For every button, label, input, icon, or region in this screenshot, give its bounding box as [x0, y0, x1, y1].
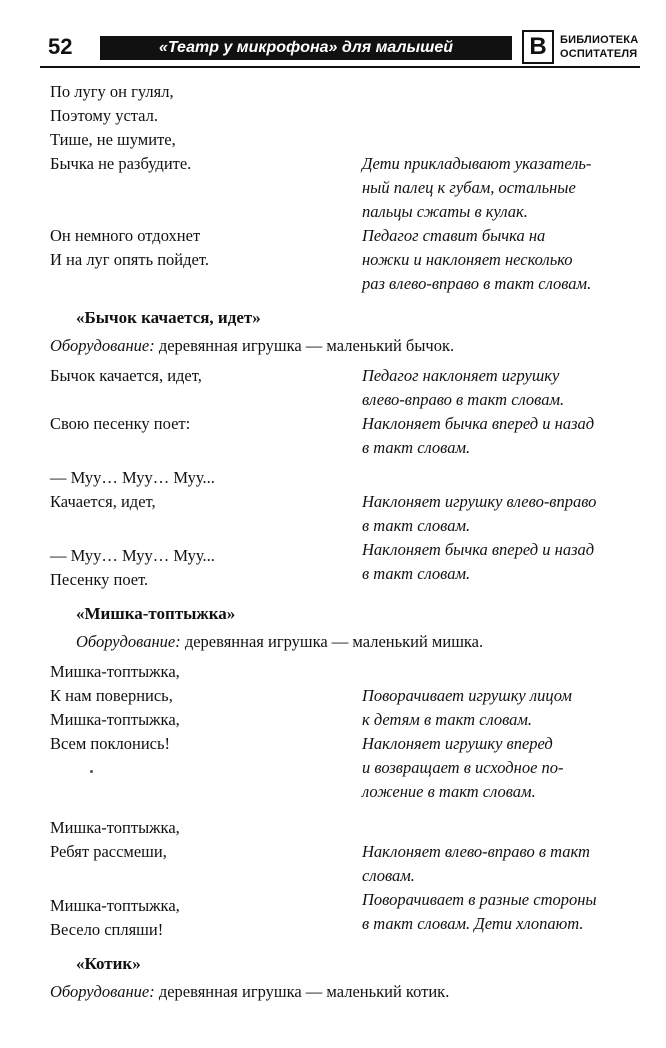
page-number: 52 — [48, 34, 73, 59]
logo-text — [560, 33, 638, 61]
verse-line: Весело спляши! — [50, 920, 164, 939]
equipment-label: Оборудование: — [50, 982, 155, 1001]
series-logo — [522, 30, 640, 64]
spacer — [362, 460, 640, 490]
speck — [90, 770, 93, 773]
verse-line: Поэтому устал. — [50, 106, 159, 125]
direction-line: Наклоняет бычка вперед и назад — [362, 414, 595, 433]
direction-line: ный палец к губам, остальные — [362, 178, 576, 197]
direction-line: к детям в такт словам. — [362, 710, 533, 729]
verse-line: Песенку поет. — [50, 570, 149, 589]
spacer — [50, 864, 362, 894]
logo-line-1: БИБЛИОТЕКА — [560, 34, 639, 46]
page-content — [50, 80, 640, 1010]
verse-line: Ребят рассмеши, — [50, 842, 167, 861]
equipment-text: деревянная игрушка — маленький котик. — [154, 982, 450, 1001]
verse-line: Бычок качается, идет, — [50, 366, 202, 385]
equipment-label: Оборудование: — [50, 336, 155, 355]
direction-line: в такт словам. Дети хлопают. — [362, 914, 584, 933]
direction-line: Наклоняет игрушку влево-вправо — [362, 492, 597, 511]
direction-line: пальцы сжаты в кулак. — [362, 202, 528, 221]
direction-line: Поворачивает в разные стороны — [362, 890, 597, 909]
spacer — [50, 436, 362, 466]
verse-line: Мишка-топтыжка, — [50, 896, 180, 915]
equipment-text: деревянная игрушка — маленький бычок. — [154, 336, 455, 355]
verse-row — [50, 80, 640, 296]
verse-line: Тише, не шумите, — [50, 130, 176, 149]
direction-line: Дети прикладывают указатель- — [362, 154, 592, 173]
verse-line: Мишка-топтыжка, — [50, 710, 180, 729]
equipment-note — [50, 980, 640, 1004]
spacer — [362, 660, 640, 684]
equipment-label: Оборудование: — [76, 632, 181, 651]
verse-line: Свою песенку поет: — [50, 414, 191, 433]
spacer — [362, 804, 640, 840]
section-title: «Котик» — [76, 954, 141, 973]
direction-line: ложение в такт словам. — [362, 782, 536, 801]
spacer — [362, 80, 640, 152]
verse-text — [50, 80, 362, 296]
direction-line: Поворачивает игрушку лицом — [362, 686, 572, 705]
spacer — [50, 756, 362, 780]
direction-line: в такт словам. — [362, 564, 471, 583]
stage-directions — [362, 364, 640, 592]
direction-line: влево-вправо в такт словам. — [362, 390, 565, 409]
verse-line: Мишка-топтыжка, — [50, 818, 180, 837]
verse-row — [50, 364, 640, 592]
verse-line: К нам повернись, — [50, 686, 173, 705]
direction-line: Наклоняет игрушку вперед — [362, 734, 553, 753]
spacer — [50, 176, 362, 224]
equipment-note — [50, 334, 640, 358]
direction-line: в такт словам. — [362, 438, 471, 457]
page-header — [40, 30, 640, 72]
verse-line: Он немного отдохнет — [50, 226, 201, 245]
logo-line-2: ОСПИТАТЕЛЯ — [560, 48, 638, 60]
equipment-text: деревянная игрушка — маленький мишка. — [180, 632, 484, 651]
direction-line: Педагог ставит бычка на — [362, 226, 546, 245]
direction-line: Наклоняет влево-вправо в такт — [362, 842, 590, 861]
header-rule — [40, 66, 640, 68]
verse-line: Мишка-топтыжка, — [50, 662, 180, 681]
verse-line: Бычка не разбудите. — [50, 154, 192, 173]
spacer — [50, 514, 362, 544]
stage-directions — [362, 660, 640, 942]
direction-line: ножки и наклоняет несколько — [362, 250, 573, 269]
verse-line: — Муу… Муу… Муу... — [50, 546, 215, 565]
verse-text — [50, 364, 362, 592]
verse-line: — Муу… Муу… Муу... — [50, 468, 215, 487]
verse-row — [50, 660, 640, 942]
verse-line: Качается, идет, — [50, 492, 156, 511]
verse-line: По лугу он гулял, — [50, 82, 174, 101]
direction-line: в такт словам. — [362, 516, 471, 535]
spacer — [50, 780, 362, 816]
direction-line: и возвращает в исходное по- — [362, 758, 564, 777]
equipment-note — [76, 630, 640, 654]
stage-directions — [362, 80, 640, 296]
direction-line: раз влево-вправо в такт словам. — [362, 274, 592, 293]
running-title: «Театр у микрофона» для малышей — [100, 36, 512, 60]
direction-line: Педагог наклоняет игрушку — [362, 366, 560, 385]
logo-letter: В — [522, 30, 554, 64]
spacer — [50, 388, 362, 412]
direction-line: Наклоняет бычка вперед и назад — [362, 540, 595, 559]
section-title: «Мишка-топтыжка» — [76, 604, 236, 623]
direction-line: словам. — [362, 866, 415, 885]
verse-line: И на луг опять пойдет. — [50, 250, 209, 269]
verse-text — [50, 660, 362, 942]
verse-line: Всем поклонись! — [50, 734, 171, 753]
section-title: «Бычок качается, идет» — [76, 308, 261, 327]
intro-verse — [50, 80, 640, 296]
